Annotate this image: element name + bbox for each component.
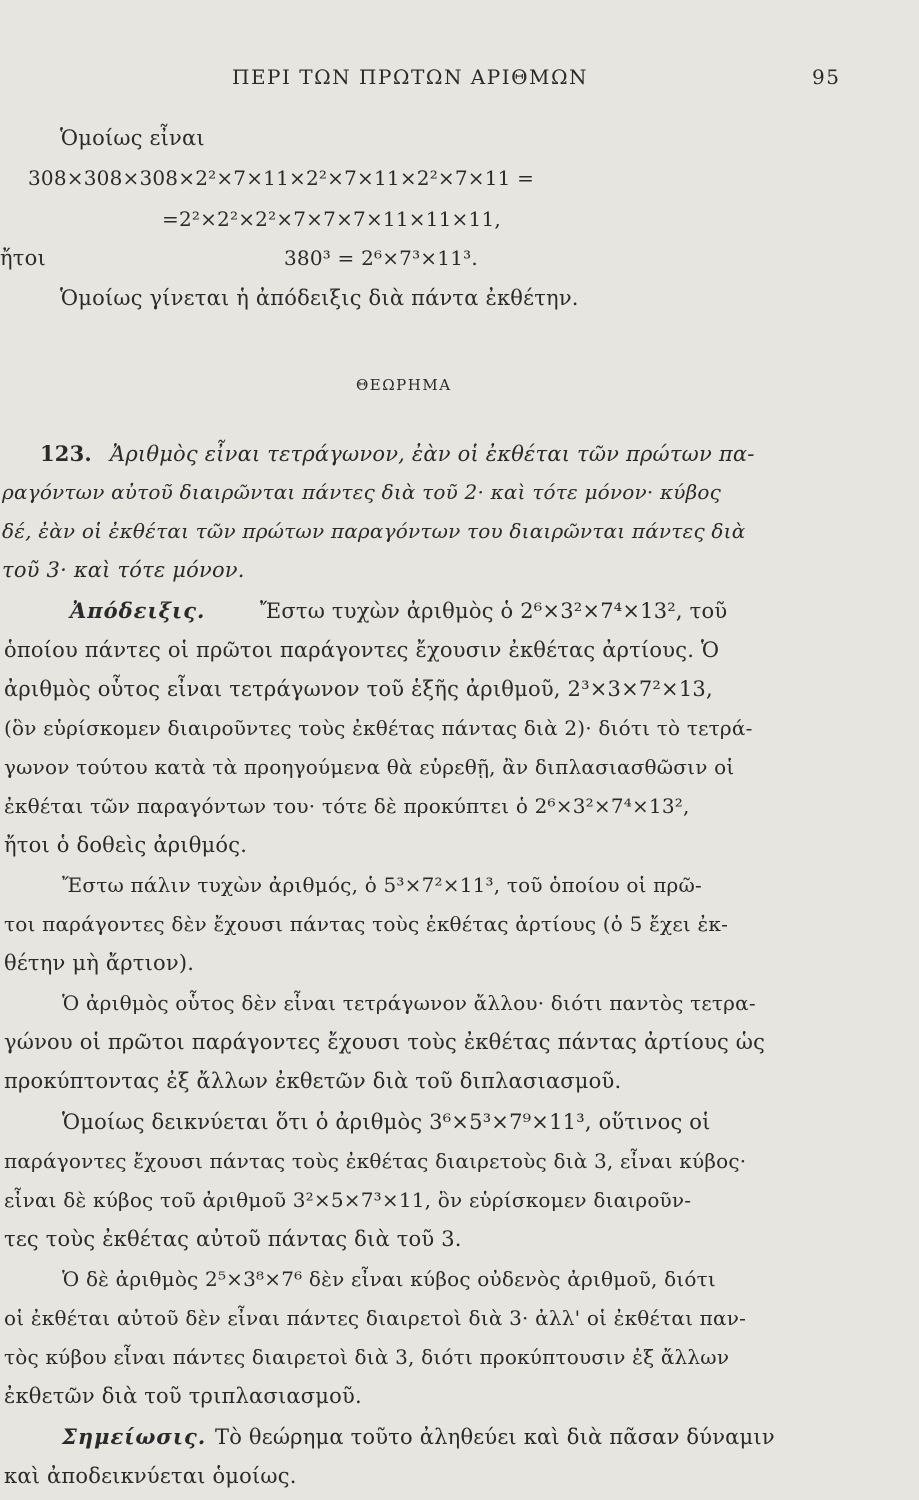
text-line: παράγοντες ἔχουσι πάντας τοὺς ἐκθέτας διαιρετοὺς διὰ 3, εἶναι κύβος· <box>4 1149 747 1173</box>
text-line: ἐκθέται τῶν παραγόντων του· τότε δὲ προκύπτει ὁ 2⁶×3²×7⁴×13², <box>4 794 690 818</box>
theorem-text-line: ραγόντων αὐτοῦ διαιρῶνται πάντες διὰ τοῦ 2· καὶ τότε μόνον· κύβος <box>2 480 722 504</box>
text-line: καὶ ἀποδεικνύεται ὁμοίως. <box>4 1464 297 1488</box>
text-line: ἤτοι <box>0 246 46 270</box>
text-line: Τὸ θεώρημα τοῦτο ἀληθεύει καὶ διὰ πᾶσαν δύναμιν <box>215 1425 775 1449</box>
text-line: τες τοὺς ἐκθέτας αὐτοῦ πάντας διὰ τοῦ 3. <box>4 1227 462 1251</box>
text-line: τοι παράγοντες δὲν ἔχουσι πάντας τοὺς ἐκθέτας ἀρτίους (ὁ 5 ἔχει ἐκ- <box>4 912 729 936</box>
page-number: 95 <box>812 65 841 89</box>
text-line: εἶναι δὲ κύβος τοῦ ἀριθμοῦ 3²×5×7³×11, ὃν εὑρίσκομεν διαιροῦν- <box>4 1188 692 1212</box>
text-line: Ὁ ἀριθμὸς οὗτος δὲν εἶναι τετράγωνον ἄλλου· διότι παντὸς τετρα- <box>62 991 756 1015</box>
text-line: γώνου οἱ πρῶτοι παράγοντες ἔχουσι τοὺς ἐκθέτας πάντας ἀρτίους ὡς <box>4 1030 766 1054</box>
text-line: Ἔστω πάλιν τυχὼν ἀριθμός, ὁ 5³×7²×11³, τοῦ ὁποίου οἱ πρῶ- <box>62 873 702 897</box>
theorem-text-line: Ἀριθμὸς εἶναι τετράγωνον, ἐὰν οἱ ἐκθέται τῶν πρώτων πα- <box>110 442 755 466</box>
equation-line: 308×308×308×2²×7×11×2²×7×11×2²×7×11 = <box>28 166 535 190</box>
text-line: ἀριθμὸς οὗτος εἶναι τετράγωνον τοῦ ἑξῆς ἀριθμοῦ, 2³×3×7²×13, <box>4 677 713 701</box>
text-line: (ὃν εὑρίσκομεν διαιροῦντες τοὺς ἐκθέτας πάντας διὰ 2)· διότι τὸ τετρά- <box>4 716 753 740</box>
text-line: προκύπτοντας ἐξ ἄλλων ἐκθετῶν διὰ τοῦ διπλασιασμοῦ. <box>4 1069 622 1093</box>
text-line: Ἔστω τυχὼν ἀριθμὸς ὁ 2⁶×3²×7⁴×13², τοῦ <box>260 599 728 623</box>
text-line: Ὁμοίως γίνεται ἡ ἀπόδειξις διὰ πάντα ἐκθέτην. <box>60 286 579 310</box>
text-line: γωνον τούτου κατὰ τὰ προηγούμενα θὰ εὑρεθῇ, ἂν διπλασιασθῶσιν οἱ <box>4 755 735 779</box>
text-line: Ὁμοίως εἶναι <box>60 126 205 150</box>
theorem-text-line: δέ, ἐὰν οἱ ἐκθέται τῶν πρώτων παραγόντων του διαιρῶνται πάντες διὰ <box>2 519 746 543</box>
text-line: τὸς κύβου εἶναι πάντες διαιρετοὶ διὰ 3, διότι προκύπτουσιν ἐξ ἄλλων <box>4 1345 730 1369</box>
text-line: ὁποίου πάντες οἱ πρῶτοι παράγοντες ἔχουσιν ἐκθέτας ἀρτίους. Ὁ <box>4 638 720 662</box>
text-line: Ὁ δὲ ἀριθμὸς 2⁵×3⁸×7⁶ δὲν εἶναι κύβος οὐδενὸς ἀριθμοῦ, διότι <box>62 1267 716 1291</box>
text-line: ἐκθετῶν διὰ τοῦ τριπλασιασμοῦ. <box>4 1384 362 1408</box>
text-line: ἤτοι ὁ δοθεὶς ἀριθμός. <box>4 833 248 857</box>
text-line: οἱ ἐκθέται αὐτοῦ δὲν εἶναι πάντες διαιρετοὶ διὰ 3· ἀλλ' οἱ ἐκθέται παν- <box>4 1306 747 1330</box>
proof-label: Ἀπόδειξις. <box>70 598 206 623</box>
theorem-heading: ΘΕΩΡΗΜΑ <box>356 376 452 394</box>
note-label: Σημείωσις. <box>62 1424 207 1449</box>
theorem-text-line: τοῦ 3· καὶ τότε μόνον. <box>2 558 245 582</box>
equation-line: 380³ = 2⁶×7³×11³. <box>284 246 478 270</box>
text-line: Ὁμοίως δεικνύεται ὅτι ὁ ἀριθμὸς 3⁶×5³×7⁹×11³, οὕτινος οἱ <box>62 1110 711 1134</box>
theorem-number: 123. <box>40 441 92 466</box>
text-line: θέτην μὴ ἄρτιον). <box>4 951 195 975</box>
running-header: ΠΕΡΙ ΤΩΝ ΠΡΩΤΩΝ ΑΡΙΘΜΩΝ <box>232 65 589 89</box>
equation-line: =2²×2²×2²×7×7×7×11×11×11, <box>162 207 501 231</box>
